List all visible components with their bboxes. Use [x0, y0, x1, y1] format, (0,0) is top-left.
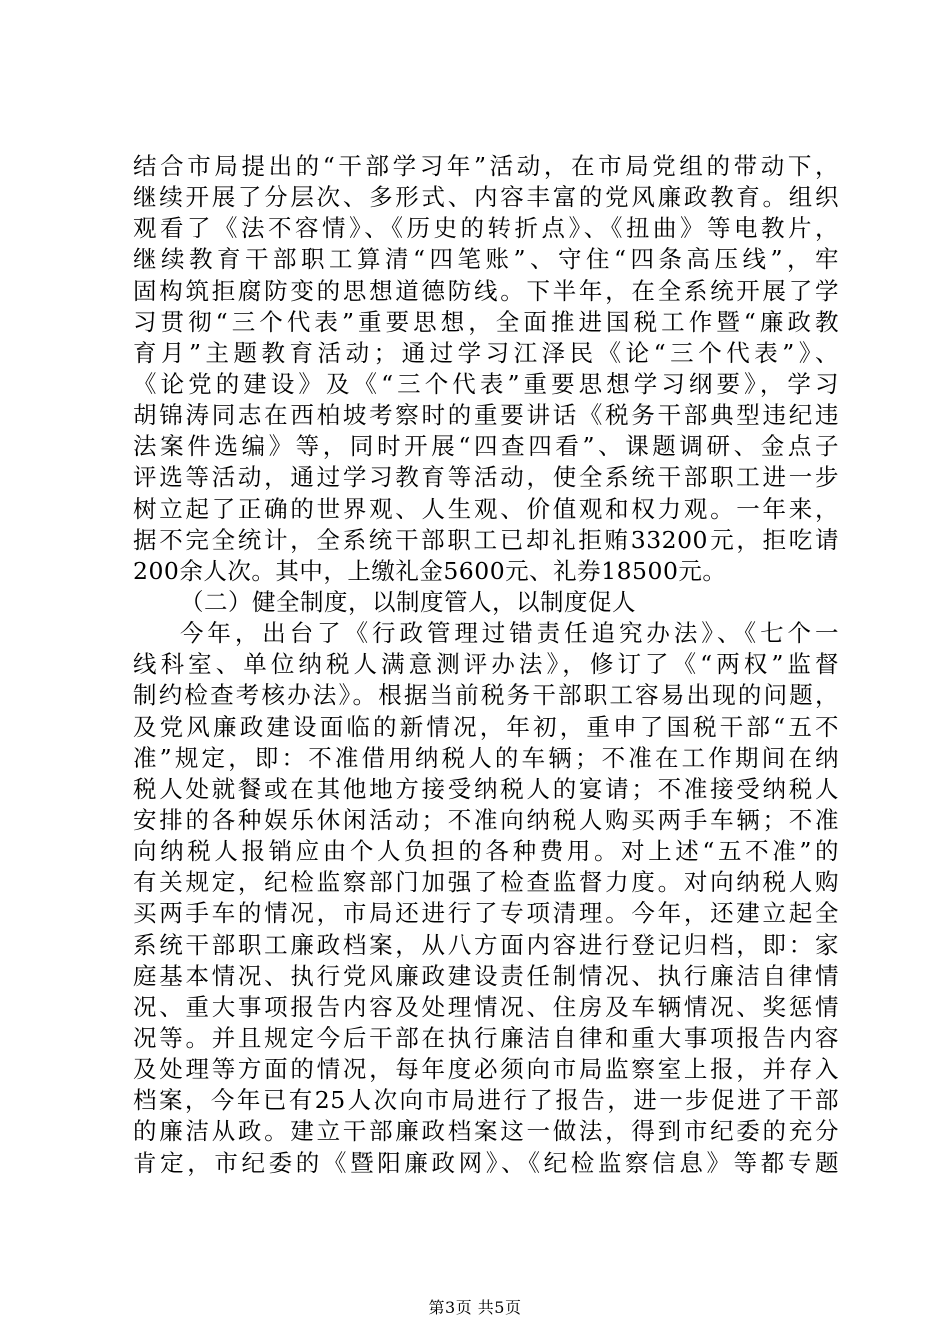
- text-line: 继续教育干部职工算清“四笔账”、守住“四条高压线”，牢: [133, 245, 839, 274]
- section-heading: （二）健全制度，以制度管人，以制度促人: [180, 587, 636, 616]
- text-line: 线科室、单位纳税人满意测评办法》，修订了《“两权”监督: [133, 650, 839, 679]
- text-line: 胡锦涛同志在西柏坡考察时的重要讲话《税务干部典型违纪违: [133, 401, 839, 430]
- text-line: 200余人次。其中，上缴礼金5600元、礼券18500元。: [133, 556, 727, 585]
- text-line: 税人处就餐或在其他地方接受纳税人的宴请；不准接受纳税人: [133, 774, 839, 803]
- text-line: 育月”主题教育活动；通过学习江泽民《论“三个代表”》、: [133, 338, 839, 367]
- text-line: 习贯彻“三个代表”重要思想，全面推进国税工作暨“廉政教: [133, 307, 839, 336]
- text-line: 系统干部职工廉政档案，从八方面内容进行登记归档，即：家: [133, 930, 839, 959]
- text-line: 向纳税人报销应由个人负担的各种费用。对上述“五不准”的: [133, 837, 839, 866]
- text-line: 据不完全统计，全系统干部职工已却礼拒贿33200元，拒吃请: [133, 525, 839, 554]
- text-line: 固构筑拒腐防变的思想道德防线。下半年，在全系统开展了学: [133, 276, 839, 305]
- text-line: 况等。并且规定今后干部在执行廉洁自律和重大事项报告内容: [133, 1023, 839, 1052]
- text-line: 及处理等方面的情况，每年度必须向市局监察室上报，并存入: [133, 1055, 839, 1084]
- text-line: 档案，今年已有25人次向市局进行了报告，进一步促进了干部: [133, 1086, 839, 1115]
- page-number: 第3页 共5页: [428, 1298, 522, 1317]
- text-line: 评选等活动，通过学习教育等活动，使全系统干部职工进一步: [133, 463, 839, 492]
- text-line: 观看了《法不容情》、《历史的转折点》、《扭曲》等电教片，: [133, 214, 839, 243]
- text-line: 有关规定，纪检监察部门加强了检查监督力度。对向纳税人购: [133, 868, 839, 897]
- text-line: 及党风廉政建设面临的新情况，年初，重申了国税干部“五不: [133, 712, 839, 741]
- text-line: 肯定，市纪委的《暨阳廉政网》、《纪检监察信息》等都专题: [133, 1148, 839, 1177]
- text-line: 准”规定，即：不准借用纳税人的车辆；不准在工作期间在纳: [133, 743, 839, 772]
- body-text: [133, 151, 839, 1179]
- text-line: 庭基本情况、执行党风廉政建设责任制情况、执行廉洁自律情: [133, 961, 839, 990]
- text-line: 今年，出台了《行政管理过错责任追究办法》、《七个一: [180, 619, 839, 648]
- text-line: 买两手车的情况，市局还进行了专项清理。今年，还建立起全: [133, 899, 839, 928]
- text-line: 结合市局提出的“干部学习年”活动，在市局党组的带动下，: [133, 152, 839, 180]
- text-line: 制约检查考核办法》。根据当前税务干部职工容易出现的问题，: [133, 681, 839, 710]
- text-line: 法案件选编》等，同时开展“四查四看”、课题调研、金点子: [133, 432, 839, 461]
- text-line: 继续开展了分层次、多形式、内容丰富的党风廉政教育。组织: [133, 183, 839, 212]
- text-line: 树立起了正确的世界观、人生观、价值观和权力观。一年来，: [133, 494, 839, 523]
- text-line: 况、重大事项报告内容及处理情况、住房及车辆情况、奖惩情: [133, 992, 839, 1021]
- text-line: 的廉洁从政。建立干部廉政档案这一做法，得到市纪委的充分: [133, 1117, 839, 1146]
- text-line: 《论党的建设》及《“三个代表”重要思想学习纲要》，学习: [133, 369, 839, 398]
- text-line: 安排的各种娱乐休闲活动；不准向纳税人购买两手车辆；不准: [133, 805, 839, 834]
